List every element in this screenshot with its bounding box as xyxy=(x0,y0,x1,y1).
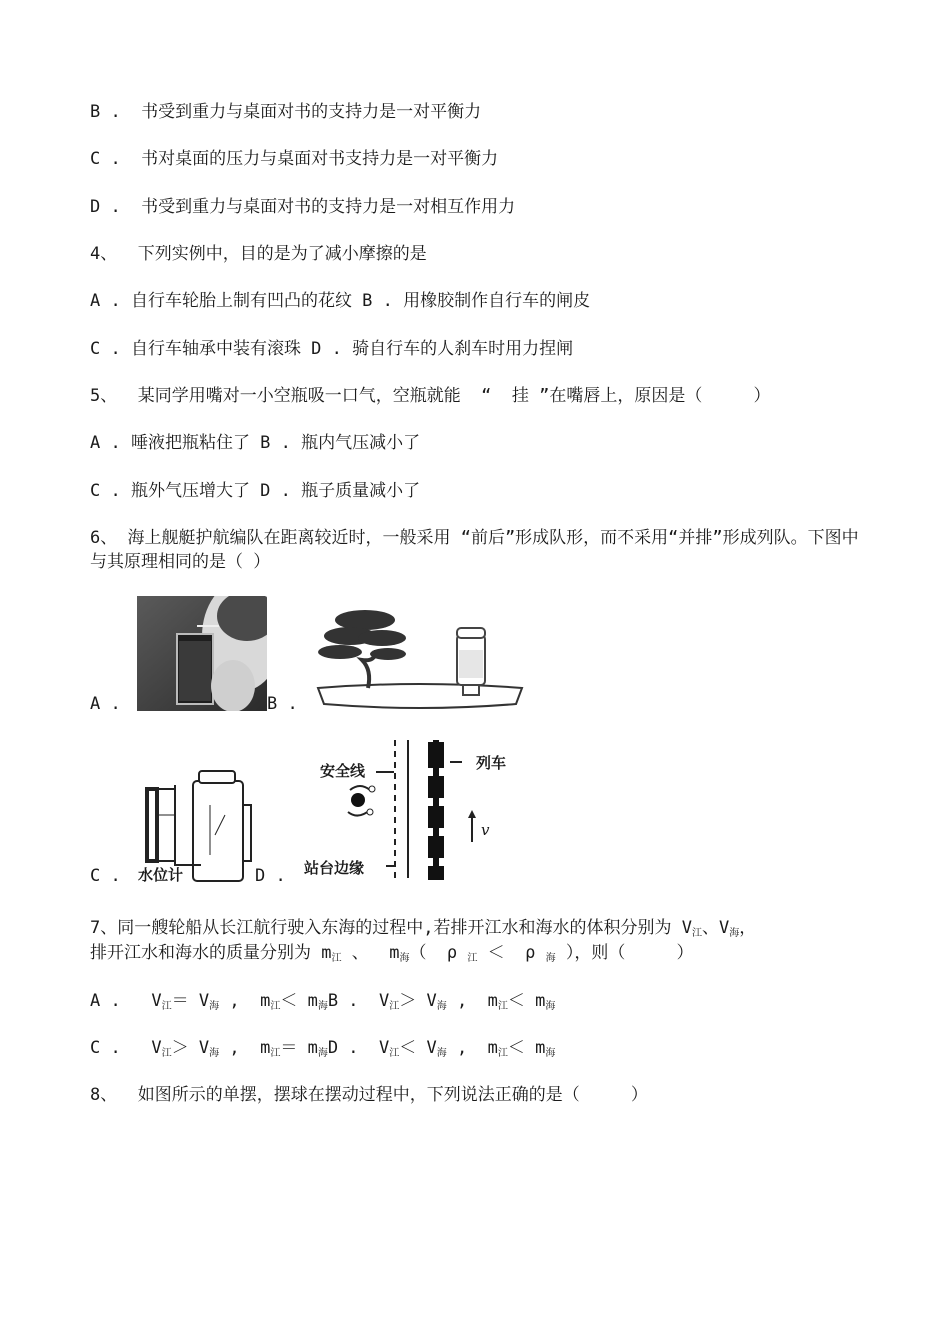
q4-options-ab: A . 自行车轮胎上制有凹凸的花纹 B . 用橡胶制作自行车的闸皮 xyxy=(90,291,591,311)
q6-label-b: B . xyxy=(267,694,298,714)
q3-option-b: B . 书受到重力与桌面对书的支持力是一对平衡力 xyxy=(90,102,482,122)
q4-stem: 4、 下列实例中，目的是为了减小摩擦的是 xyxy=(90,244,427,264)
q4-options-cd: C . 自行车轴承中装有滚珠 D . 骑自行车的人刹车时用力捏闸 xyxy=(90,339,574,359)
q5-stem: 5、 某同学用嘴对一小空瓶吸一口气，空瓶就能 “ 挂 ”在嘴唇上，原因是（ ） xyxy=(90,386,771,406)
q7-stem-line2: 排开江水和海水的质量分别为 $m_江$ 、 $m_海$（ ρ $_江$ ＜ ρ $_海$ ），则（ ） xyxy=(90,943,694,964)
bonsai-bottle-figure xyxy=(310,600,535,712)
water-gauge-caption: 水位计 xyxy=(138,866,184,884)
train-label: 列车 xyxy=(476,754,507,772)
q3-option-c: C . 书对桌面的压力与桌面对书支持力是一对平衡力 xyxy=(90,149,499,169)
q6-label-c: C . xyxy=(90,866,121,886)
q7-options-cd: C . $V_江> V_海$ , $m_江= m_海D$ . $V_江< V_海$ , $m_江< m_海$ xyxy=(90,1038,556,1059)
q6-label-a: A . xyxy=(90,694,121,714)
platform-edge-label: 站台边缘 xyxy=(304,859,365,877)
velocity-label: v xyxy=(481,821,490,839)
q6-stem: 6、 海上舰艇护航编队在距离较近时，一般采用 “前后”形成队形，而不采用“并排”形成列队。下图中与其原理相同的是（ ） xyxy=(90,528,859,572)
straw-drinking-photo xyxy=(137,596,267,711)
q7-options-ab: A . $V_江= V_海$ , $m_江< m_海B$ . $V_江> V_海$ , $m_江< m_海$ xyxy=(90,991,556,1012)
q5-options-ab: A . 唾液把瓶粘住了 B . 瓶内气压减小了 xyxy=(90,433,421,453)
q5-options-cd: C . 瓶外气压增大了 D . 瓶子质量减小了 xyxy=(90,481,421,501)
q6-label-d: D . xyxy=(255,866,286,886)
safety-line-label: 安全线 xyxy=(320,762,366,780)
q8-stem: 8、 如图所示的单摆，摆球在摆动过程中，下列说法正确的是（ ） xyxy=(90,1085,648,1105)
q7-stem-line1: 7、同一艘轮船从长江航行驶入东海的过程中,若排开江水和海水的体积分别为 $V_江$、$V_海$， xyxy=(90,918,757,939)
q3-option-d: D . 书受到重力与桌面对书的支持力是一对相互作用力 xyxy=(90,197,516,217)
